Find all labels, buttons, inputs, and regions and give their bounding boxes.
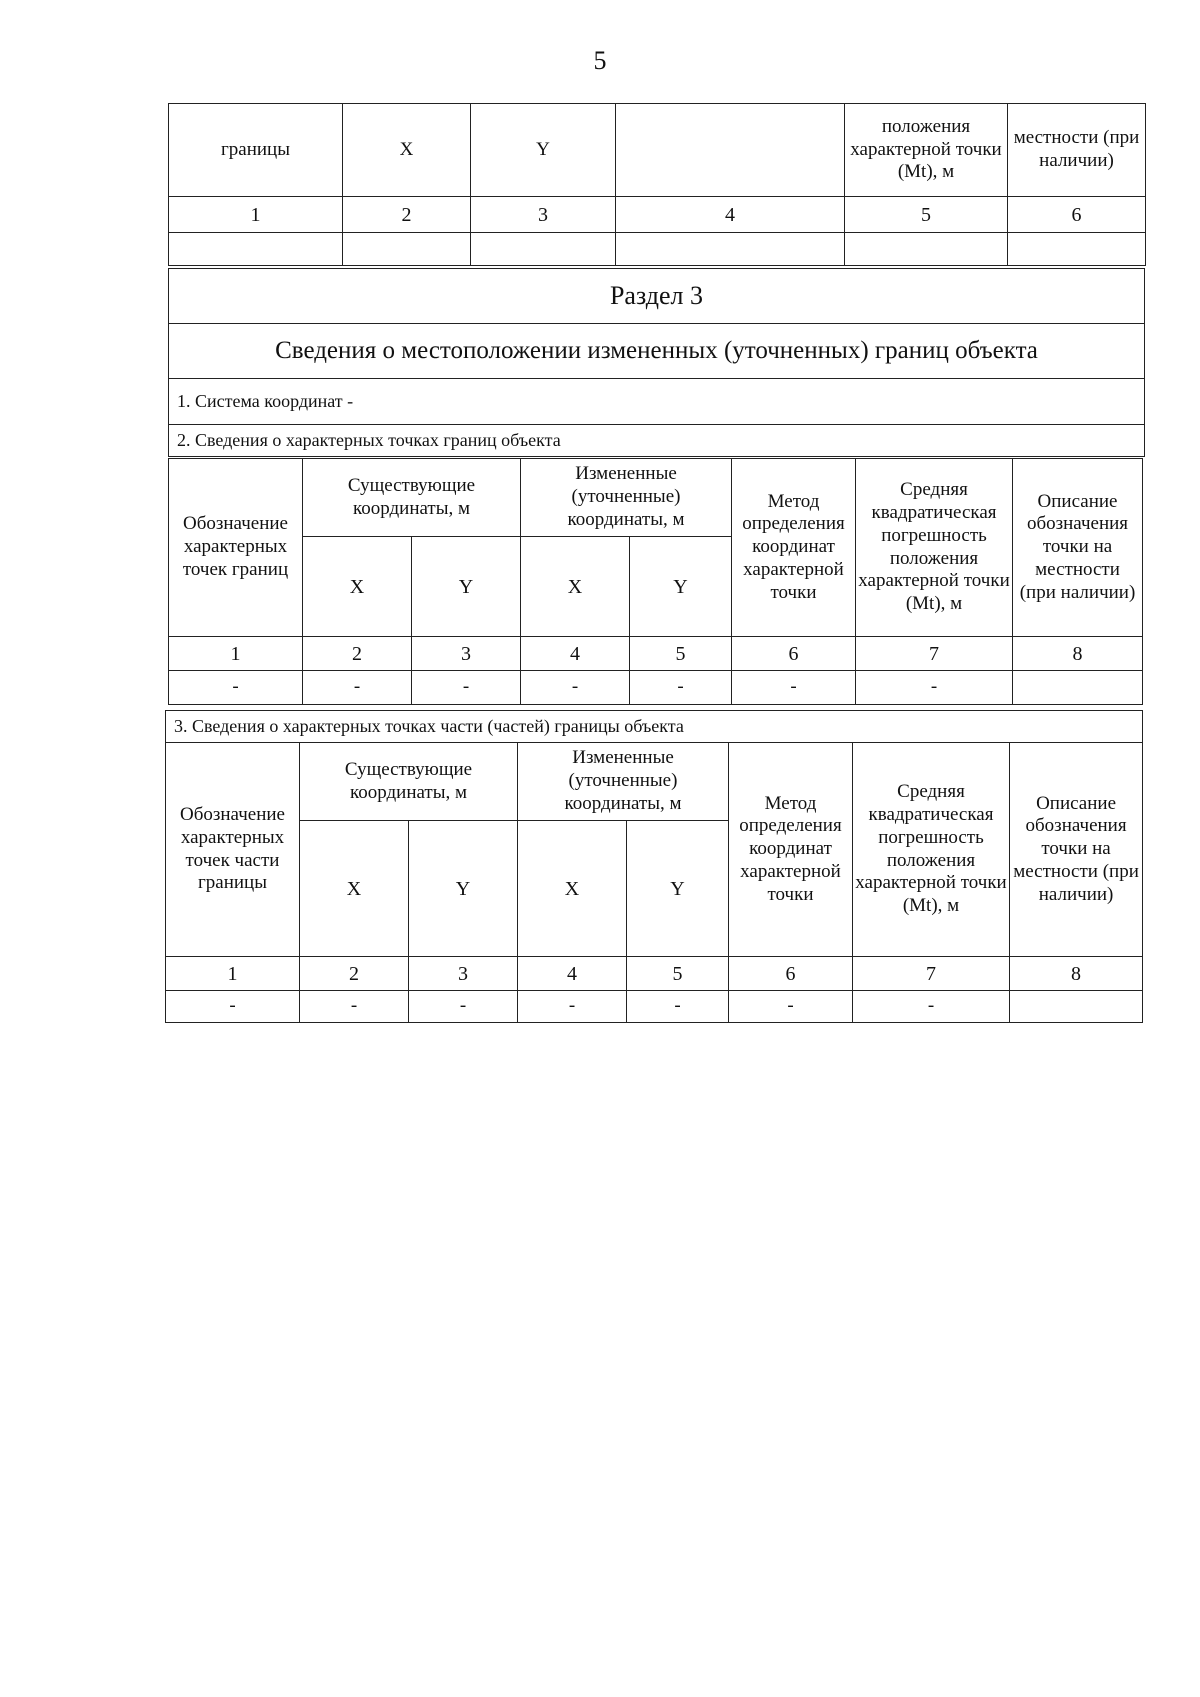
column-number: 3 bbox=[412, 637, 521, 671]
section-title: Раздел 3 bbox=[169, 269, 1145, 324]
column-number: 1 bbox=[169, 637, 303, 671]
header-description: Описание обозначения точки на местности (при наличии) bbox=[1010, 743, 1143, 957]
continued-coordinates-table bbox=[168, 103, 1146, 266]
header-cell: Y bbox=[471, 104, 616, 197]
header-changed-coordinates: Измененные (уточненные) координаты, м bbox=[521, 459, 732, 537]
header-error: Средняя квадратическая погрешность положения характерной точки (Mt), м bbox=[856, 459, 1013, 637]
empty-cell bbox=[616, 233, 845, 266]
header-description: Описание обозначения точки на местности (при наличии) bbox=[1013, 459, 1143, 637]
column-number: 4 bbox=[521, 637, 630, 671]
page-number: 5 bbox=[593, 46, 607, 75]
table-cell bbox=[1013, 671, 1143, 705]
header-x: X bbox=[303, 537, 412, 637]
column-number: 6 bbox=[729, 957, 853, 991]
header-existing-coordinates: Существующие координаты, м bbox=[303, 459, 521, 537]
column-number: 7 bbox=[853, 957, 1010, 991]
header-y: Y bbox=[409, 821, 518, 957]
column-number: 6 bbox=[1008, 197, 1146, 233]
table-cell: - bbox=[630, 671, 732, 705]
column-number: 5 bbox=[845, 197, 1008, 233]
table-cell: - bbox=[853, 991, 1010, 1023]
column-number: 6 bbox=[732, 637, 856, 671]
table-cell: - bbox=[300, 991, 409, 1023]
header-designation: Обозначение характерных точек части границы bbox=[166, 743, 300, 957]
table-cell: - bbox=[856, 671, 1013, 705]
header-error: Средняя квадратическая погрешность положения характерной точки (Mt), м bbox=[853, 743, 1010, 957]
header-y: Y bbox=[412, 537, 521, 637]
table-cell: - bbox=[729, 991, 853, 1023]
boundary-points-table bbox=[168, 458, 1143, 705]
header-changed-coordinates: Измененные (уточненные) координаты, м bbox=[518, 743, 729, 821]
empty-cell bbox=[1008, 233, 1146, 266]
table-cell: - bbox=[303, 671, 412, 705]
table-cell: - bbox=[518, 991, 627, 1023]
section-subtitle: Сведения о местоположении измененных (уточненных) границ объекта bbox=[169, 324, 1145, 379]
table2-caption: 2. Сведения о характерных точках границ объекта bbox=[169, 425, 1145, 457]
column-number: 1 bbox=[169, 197, 343, 233]
table-cell: - bbox=[732, 671, 856, 705]
header-cell: границы bbox=[169, 104, 343, 197]
table-cell: - bbox=[169, 671, 303, 705]
column-number: 3 bbox=[409, 957, 518, 991]
empty-cell bbox=[169, 233, 343, 266]
column-number: 1 bbox=[166, 957, 300, 991]
table-cell: - bbox=[521, 671, 630, 705]
header-method: Метод определения координат характерной точки bbox=[732, 459, 856, 637]
coordinate-system-line: 1. Система координат - bbox=[169, 379, 1145, 425]
column-number: 5 bbox=[630, 637, 732, 671]
table-cell: - bbox=[627, 991, 729, 1023]
header-cell: положения характерной точки (Mt), м bbox=[845, 104, 1008, 197]
column-number: 2 bbox=[303, 637, 412, 671]
boundary-part-points-table bbox=[165, 710, 1143, 1023]
table-cell bbox=[1010, 991, 1143, 1023]
header-cell bbox=[616, 104, 845, 197]
header-existing-coordinates: Существующие координаты, м bbox=[300, 743, 518, 821]
table-cell: - bbox=[412, 671, 521, 705]
column-number: 4 bbox=[616, 197, 845, 233]
table-cell: - bbox=[409, 991, 518, 1023]
table3-caption: 3. Сведения о характерных точках части (частей) границы объекта bbox=[166, 711, 1143, 743]
header-method: Метод определения координат характерной точки bbox=[729, 743, 853, 957]
section-header-table bbox=[168, 268, 1145, 457]
column-number: 4 bbox=[518, 957, 627, 991]
header-x: X bbox=[518, 821, 627, 957]
header-x: X bbox=[521, 537, 630, 637]
header-y: Y bbox=[627, 821, 729, 957]
column-number: 2 bbox=[300, 957, 409, 991]
empty-cell bbox=[343, 233, 471, 266]
header-designation: Обозначение характерных точек границ bbox=[169, 459, 303, 637]
column-number: 8 bbox=[1010, 957, 1143, 991]
header-x: X bbox=[300, 821, 409, 957]
table-cell: - bbox=[166, 991, 300, 1023]
header-cell: местности (при наличии) bbox=[1008, 104, 1146, 197]
header-cell: X bbox=[343, 104, 471, 197]
empty-cell bbox=[845, 233, 1008, 266]
column-number: 7 bbox=[856, 637, 1013, 671]
column-number: 8 bbox=[1013, 637, 1143, 671]
empty-cell bbox=[471, 233, 616, 266]
header-y: Y bbox=[630, 537, 732, 637]
column-number: 2 bbox=[343, 197, 471, 233]
column-number: 5 bbox=[627, 957, 729, 991]
column-number: 3 bbox=[471, 197, 616, 233]
